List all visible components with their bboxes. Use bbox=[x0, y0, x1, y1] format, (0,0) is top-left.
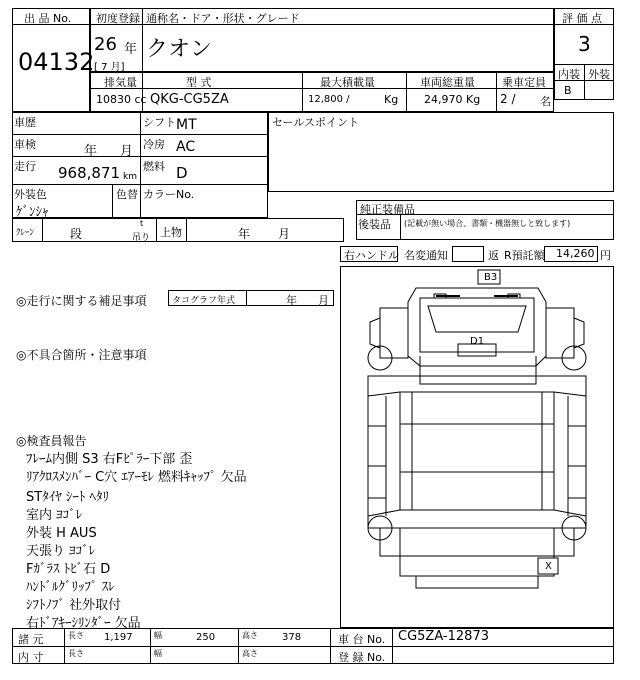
lot-label: 出 品 No. bbox=[24, 12, 72, 25]
width-label: 幅 bbox=[154, 631, 162, 640]
report-line: 室内 ﾖｺﾞﾚ bbox=[26, 508, 83, 523]
history-label: 車歴 bbox=[14, 116, 36, 129]
height-value: 378 bbox=[282, 632, 302, 643]
r-fee-unit: 円 bbox=[600, 249, 611, 262]
report-line: 天張り ﾖｺﾞﾚ bbox=[26, 544, 96, 559]
aftermarket-note: (記載が無い場合、書類・機器無しと致します) bbox=[404, 219, 571, 228]
tacho-year-unit: 年 bbox=[286, 294, 297, 307]
tacho-month-unit: 月 bbox=[318, 294, 329, 307]
report-line: 右ﾄﾞｱｷｰｼﾘﾝﾀﾞｰ 欠品 bbox=[26, 616, 141, 631]
driving-notes-label: ◎走行に関する補足事項 bbox=[16, 294, 147, 308]
tacho-label: タコグラフ年式 bbox=[172, 296, 236, 306]
inner-width-label: 幅 bbox=[154, 649, 162, 658]
selling-points-label: セールスポイント bbox=[272, 116, 360, 129]
displacement-value: 10830 cc bbox=[96, 93, 147, 106]
dims-label: 諸 元 bbox=[18, 633, 44, 646]
inspection-month-unit: 月 bbox=[120, 144, 134, 159]
inner-length-label: 長さ bbox=[68, 649, 84, 658]
upper-label: 上物 bbox=[160, 226, 182, 239]
mileage-unit: km bbox=[123, 172, 137, 182]
ac-label: 冷房 bbox=[143, 138, 165, 151]
model-value: QKG-CG5ZA bbox=[150, 92, 229, 107]
upper-year-unit: 年 bbox=[238, 227, 251, 241]
report-line: 外装 H AUS bbox=[26, 526, 97, 541]
score-label: 評 価 点 bbox=[562, 12, 602, 25]
report-line: ﾘｱｸﾛｽﾒﾝﾊﾞｰ C穴 ｴｱｰﾓﾚ 燃料ｷｬｯﾌﾟ 欠品 bbox=[26, 470, 247, 485]
max-load-unit: Kg bbox=[384, 93, 399, 106]
lot-number: 04132 bbox=[18, 48, 95, 76]
color-no-label: カラーNo. bbox=[143, 188, 195, 201]
inspection-year-unit: 年 bbox=[84, 144, 98, 159]
capacity-label: 乗車定員 bbox=[502, 76, 546, 89]
interior-grade: B bbox=[564, 84, 572, 97]
r-fee-value: 14,260 bbox=[556, 247, 595, 260]
name-change-label: 名変通知 bbox=[404, 249, 448, 262]
gross-weight-value: 24,970 Kg bbox=[424, 93, 481, 106]
crane-label: ｸﾚｰﾝ bbox=[16, 228, 35, 238]
truck-diagram bbox=[340, 266, 614, 628]
crane-lift-unit: 吊り bbox=[132, 233, 151, 243]
mileage-label: 走行 bbox=[14, 160, 36, 173]
gross-weight-label: 車両総重量 bbox=[420, 76, 475, 89]
genuine-equip-label: 純正装備品 bbox=[360, 203, 415, 216]
score-value: 3 bbox=[578, 32, 591, 56]
crane-ton-unit: t bbox=[140, 219, 144, 228]
return-label: 返 bbox=[488, 249, 499, 262]
first-reg-label: 初度登録 bbox=[96, 12, 140, 25]
model-label: 型 式 bbox=[186, 76, 212, 89]
capacity-unit: 名 bbox=[540, 95, 551, 108]
length-label: 長さ bbox=[68, 631, 84, 640]
aftermarket-label: 後装品 bbox=[358, 218, 391, 231]
max-load-value: 12,800 / bbox=[308, 94, 350, 105]
report-line: Fｶﾞﾗｽ ﾄﾋﾞ石 D bbox=[26, 562, 111, 577]
mark-b3: B3 bbox=[484, 272, 498, 283]
exterior-label: 外装 bbox=[588, 68, 610, 81]
width-value: 250 bbox=[196, 632, 216, 643]
inner-height-label: 高さ bbox=[242, 649, 258, 658]
name-label: 通称名・ドア・形状・グレード bbox=[146, 12, 300, 25]
name-change-box bbox=[452, 246, 484, 262]
inspector-label: ◎検査員報告 bbox=[16, 434, 87, 448]
mark-x: X bbox=[545, 561, 552, 572]
interior-label: 内装 bbox=[558, 68, 580, 81]
length-value: 1,197 bbox=[104, 632, 133, 643]
reg-label: 登 録 No. bbox=[338, 651, 386, 664]
year-unit: 年 bbox=[124, 42, 138, 57]
capacity-value: 2 / bbox=[500, 92, 516, 106]
shift-label: シフト bbox=[143, 116, 176, 129]
chassis-value: CG5ZA-12873 bbox=[398, 629, 489, 644]
shift-value: MT bbox=[176, 117, 197, 133]
inspection-label: 車検 bbox=[14, 138, 36, 151]
mark-d1: D1 bbox=[470, 336, 485, 347]
inner-label: 内 寸 bbox=[18, 651, 44, 664]
report-line: ﾌﾚｰﾑ内側 S3 右Fﾋﾟﾗｰ下部 歪 bbox=[26, 452, 193, 467]
r-fee-label: R預託額 bbox=[504, 249, 545, 262]
max-load-label: 最大積載量 bbox=[320, 76, 375, 89]
crane-stage-unit: 段 bbox=[70, 227, 83, 241]
fuel-value: D bbox=[176, 164, 188, 182]
cargo-bed bbox=[368, 376, 586, 588]
color-label: 外装色 bbox=[14, 188, 47, 201]
displacement-label: 排気量 bbox=[104, 76, 137, 89]
report-line: STﾀｲﾔ ｼｰﾄ ﾍﾀﾘ bbox=[26, 490, 109, 505]
ac-value: AC bbox=[176, 139, 196, 155]
upper-month-unit: 月 bbox=[278, 227, 291, 241]
chassis-label: 車 台 No. bbox=[338, 633, 386, 646]
vehicle-name: クオン bbox=[146, 37, 213, 62]
year-value: 26 bbox=[94, 34, 117, 55]
rhd-label: 右ハンドル bbox=[344, 249, 399, 262]
mileage-value: 968,871 bbox=[58, 164, 121, 182]
month-value: [ 7 月] bbox=[94, 62, 125, 73]
color-value: ｹﾞﾝｼｬ bbox=[16, 205, 49, 220]
defect-label: ◎不具合箇所・注意事項 bbox=[16, 348, 147, 362]
report-line: ﾊﾝﾄﾞﾙｸﾞﾘｯﾌﾟ ｽﾚ bbox=[26, 580, 115, 595]
report-line: ｼﾌﾄﾉﾌﾞ 社外取付 bbox=[26, 598, 122, 613]
fuel-label: 燃料 bbox=[143, 160, 165, 173]
color-change-label: 色替 bbox=[116, 188, 138, 201]
height-label: 高さ bbox=[242, 631, 258, 640]
